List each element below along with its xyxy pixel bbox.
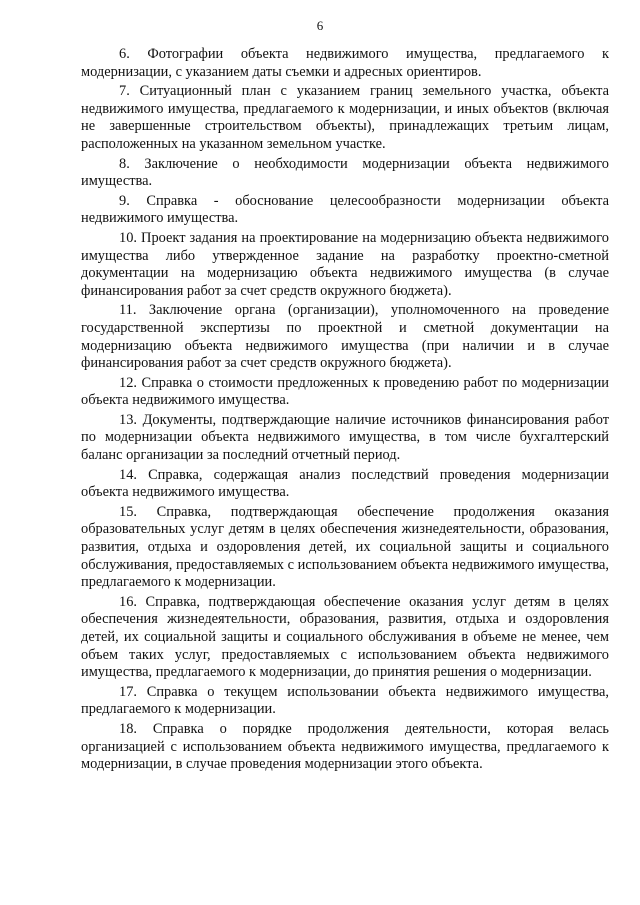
paragraph-item-16: 16. Справка, подтверждающая обеспечение оказания услуг детям в целях обеспечения жизнедеятельности, образования, развития, отдыха и оздоровления детей, их социальной защиты и социального обслуживания в объеме не менее, чем объем таких услуг, предоставляемых с использованием объекта недвижимого имущества, предлагаемого к модернизации, до принятия решения о модернизации. [81,593,609,681]
paragraph-item-10: 10. Проект задания на проектирование на модернизацию объекта недвижимого имущества либо утвержденное задание на разработку проектно-сметной документации на модернизацию объекта недвижимого имущества (в случае финансирования работ за счет средств окружного бюджета). [81,229,609,299]
paragraph-item-15: 15. Справка, подтверждающая обеспечение продолжения оказания образовательных услуг детям в целях обеспечения жизнедеятельности, образования, развития, отдыха и оздоровления детей, их социальной защиты и социального обслуживания, предоставляемых с использованием объекта недвижимого имущества, предлагаемого к модернизации. [81,503,609,591]
paragraph-item-11: 11. Заключение органа (организации), уполномоченного на проведение государственной экспертизы по проектной и сметной документации на модернизацию объекта недвижимого имущества (при наличии и в случае финансирования работ за счет средств окружного бюджета). [81,302,609,372]
paragraph-item-17: 17. Справка о текущем использовании объекта недвижимого имущества, предлагаемого к модернизации. [81,683,609,718]
paragraph-item-14: 14. Справка, содержащая анализ последствий проведения модернизации объекта недвижимого имущества. [81,466,609,501]
paragraph-item-8: 8. Заключение о необходимости модернизации объекта недвижимого имущества. [81,155,609,190]
document-body [81,46,609,776]
paragraph-item-12: 12. Справка о стоимости предложенных к проведению работ по модернизации объекта недвижимого имущества. [81,374,609,409]
paragraph-item-9: 9. Справка - обоснование целесообразности модернизации объекта недвижимого имущества. [81,192,609,227]
paragraph-item-7: 7. Ситуационный план с указанием границ земельного участка, объекта недвижимого имущества, предлагаемого к модернизации, и иных объектов (включая не завершенные строительством объекты), принадлежащих третьим лицам, расположенных на указанном земельном участке. [81,83,609,152]
paragraph-item-6: 6. Фотографии объекта недвижимого имущества, предлагаемого к модернизации, с указанием даты съемки и адресных ориентиров. [81,46,609,80]
page-number: 6 [316,18,324,33]
paragraph-item-18: 18. Справка о порядке продолжения деятельности, которая велась организацией с использованием объекта недвижимого имущества, предлагаемого к модернизации, в случае проведения модернизации этого объекта. [81,720,609,773]
paragraph-item-13: 13. Документы, подтверждающие наличие источников финансирования работ по модернизации объекта недвижимого имущества, в том числе бухгалтерский баланс организации за последний отчетный период. [81,411,609,464]
